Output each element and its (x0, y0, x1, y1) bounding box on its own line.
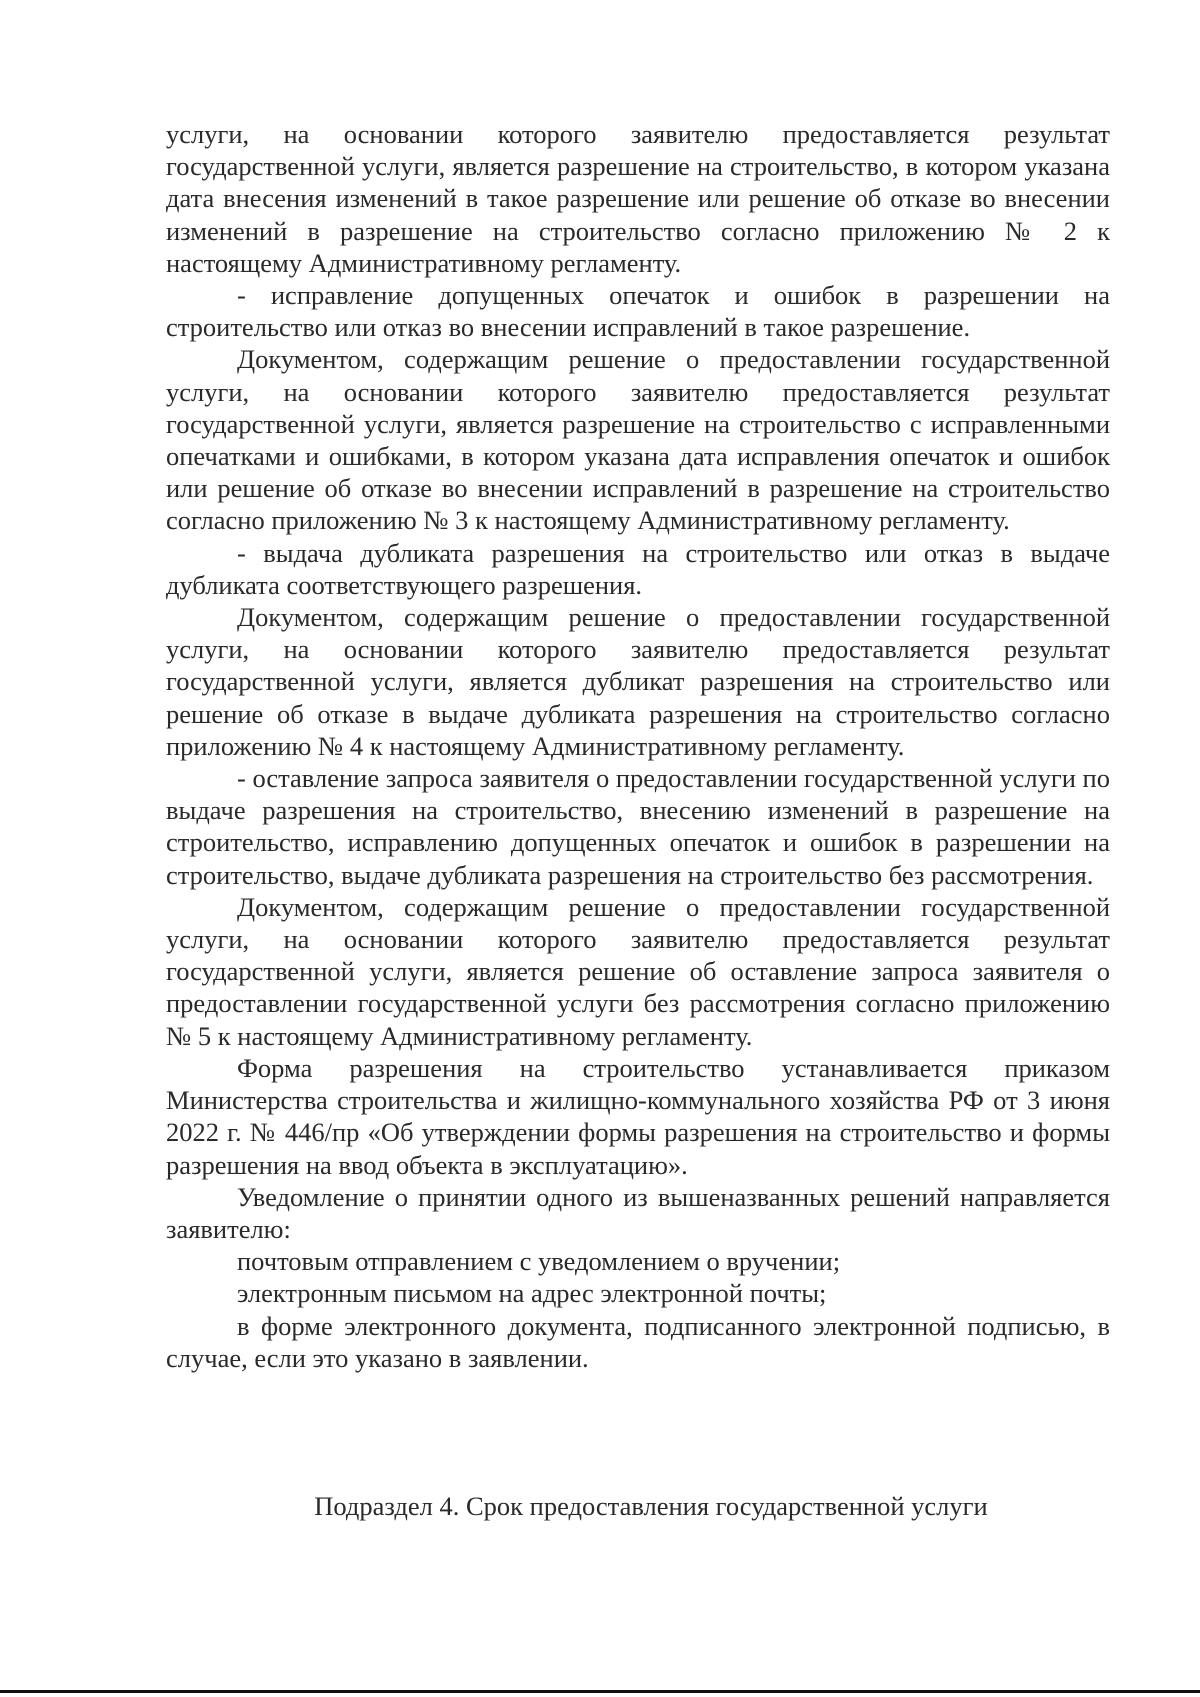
document-body (166, 118, 1110, 1374)
paragraph-list-item: почтовым отправлением с уведомлением о вручении; (237, 1246, 841, 1277)
paragraph: Документом, содержащим решение о предоставлении государственной услуги, на основании которого заявителю предоставляется результат государственной услуги, является дубликат разрешения на строительство или решение об отказе в выдаче дубликата разрешения на строительство согласно приложению № 4 к настоящему Административному регламенту. (166, 602, 1110, 761)
paragraph-list-item: в форме электронного документа, подписанного электронной подписью, в случае, если это указано в заявлении. (166, 1310, 1110, 1373)
paragraph-continuation: услуги, на основании которого заявителю предоставляется результат государственной услуги, является разрешение на строительство, в котором указана дата внесения изменений в такое разрешение или решение об отказе во внесении изменений в разрешение на строительство согласно приложению № 2 к настоящему Административному регламенту. (166, 119, 1110, 278)
subsection-heading: Подраздел 4. Срок предоставления государственной услуги (314, 1491, 988, 1521)
paragraph-list-item: - оставление запроса заявителя о предоставлении государственной услуги по выдаче разрешения на строительство, внесению изменений в разрешение на строительство, исправлению допущенных опечаток и ошибок в разрешении на строительство, выдаче дубликата разрешения на строительство без рассмотрения. (166, 763, 1110, 890)
paragraph-list-item: - исправление допущенных опечаток и ошибок в разрешении на строительство или отказ во внесении исправлений в такое разрешение. (166, 280, 1110, 343)
paragraph: Документом, содержащим решение о предоставлении государственной услуги, на основании которого заявителю предоставляется результат государственной услуги, является разрешение на строительство с исправленными опечатками и ошибками, в котором указана дата исправления опечаток и ошибок или решение об отказе во внесении исправлений в разрешение на строительство согласно приложению № 3 к настоящему Административному регламенту. (166, 344, 1110, 536)
paragraph-list-item: электронным письмом на адрес электронной почты; (237, 1278, 827, 1309)
paragraph-list-item: - выдача дубликата разрешения на строительство или отказ в выдаче дубликата соответствующего разрешения. (166, 537, 1110, 600)
paragraph: Документом, содержащим решение о предоставлении государственной услуги, на основании которого заявителю предоставляется результат государственной услуги, является решение об оставление запроса заявителя о предоставлении государственной услуги без рассмотрения согласно приложению № 5 к настоящему Административному регламенту. (166, 891, 1110, 1051)
paragraph: Уведомление о принятии одного из вышеназванных решений направляется заявителю: (166, 1181, 1110, 1244)
scan-edge-line (0, 1690, 1200, 1693)
paragraph: Форма разрешения на строительство устанавливается приказом Министерства строительства и жилищно-коммунального хозяйства РФ от 3 июня 2022 г. № 446/пр «Об утверждении формы разрешения на строительство и формы разрешения на ввод объекта в эксплуатацию». (166, 1052, 1110, 1180)
